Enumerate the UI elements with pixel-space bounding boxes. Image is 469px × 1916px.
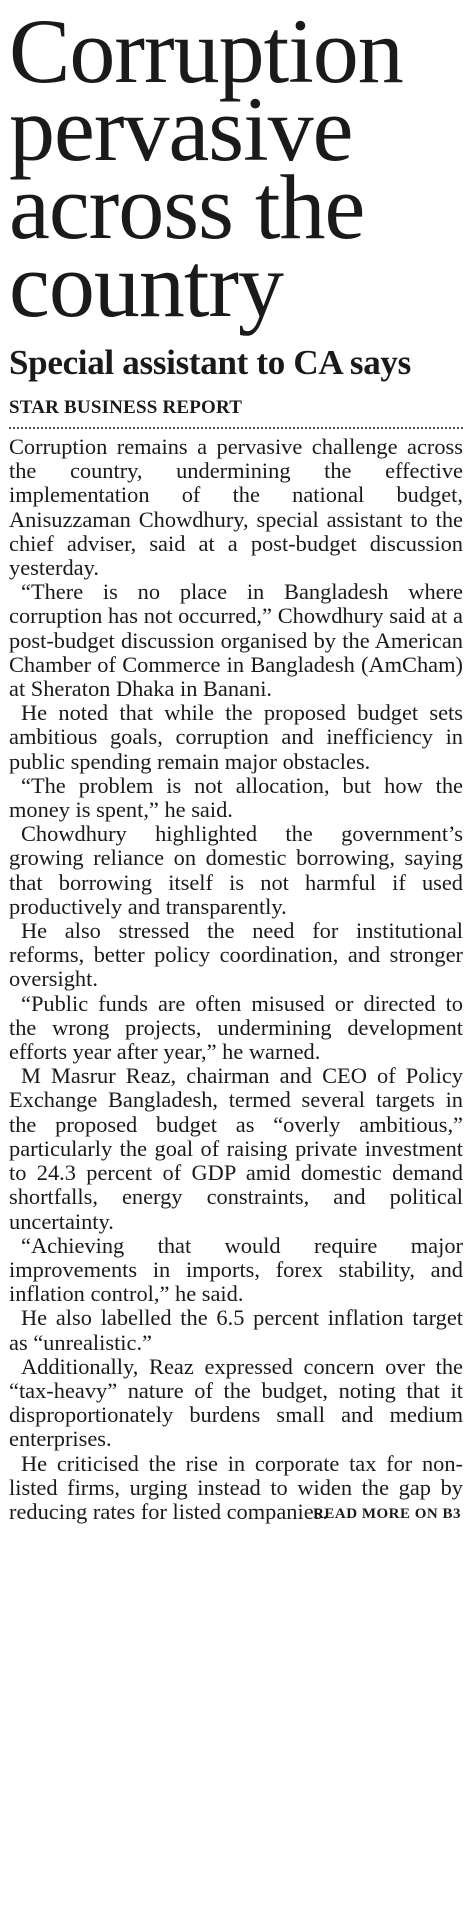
- paragraph: He also stressed the need for institutional reforms, better policy coordination, and stronger oversight.: [9, 918, 463, 992]
- subheadline: Special assistant to CA says: [9, 343, 411, 382]
- paragraph: Corruption remains a pervasive challenge across the country, undermining the effective implementation of the national budget, Anisuzzaman Chowdhury, special assistant to the chief adviser, said at a post-budget discussion yesterday.: [9, 434, 463, 581]
- paragraph: “The problem is not allocation, but how the money is spent,” he said.: [9, 772, 463, 823]
- headline-line: pervasive: [9, 78, 353, 180]
- paragraph: Additionally, Reaz expressed concern over the “tax-heavy” nature of the budget, noting that it disproportionately burdens small and medium enterprises.: [9, 1353, 463, 1452]
- continued-on-link[interactable]: READ MORE ON B3: [313, 1506, 461, 1523]
- headline-line: Corruption: [9, 0, 403, 102]
- paragraph: He noted that while the proposed budget sets ambitious goals, corruption and inefficiency in public spending remain major obstacles.: [9, 700, 463, 774]
- byline: STAR BUSINESS REPORT: [9, 397, 243, 418]
- headline: [9, 0, 463, 336]
- paragraph: “There is no place in Bangladesh where corruption has not occurred,” Chowdhury said at a post-budget discussion organised by the American Chamber of Commerce in Bangladesh (AmCham) at Sheraton Dhaka in Banani.: [9, 579, 463, 702]
- article-body: [9, 435, 463, 1526]
- paragraph: “Achieving that would require major improvements in imports, forex stability, and inflation control,” he said.: [9, 1232, 463, 1307]
- paragraph: “Public funds are often misused or directed to the wrong projects, undermining development efforts year after year,” he warned.: [9, 990, 463, 1065]
- paragraph: M Masrur Reaz, chairman and CEO of Policy Exchange Bangladesh, termed several targets in the proposed budget as “overly ambitious,” particularly the goal of raising private investment to 24.3 percent of GDP amid domestic demand shortfalls, energy constraints, and political uncertainty.: [9, 1063, 463, 1234]
- headline-line: country: [9, 234, 284, 336]
- headline-line: across the: [9, 156, 365, 258]
- paragraph: He also labelled the 6.5 percent inflation target as “unrealistic.”: [9, 1305, 463, 1355]
- byline-divider: [9, 427, 463, 429]
- paragraph: Chowdhury highlighted the government’s growing reliance on domestic borrowing, saying that borrowing itself is not harmful if used productively and transparently.: [9, 821, 463, 919]
- paragraph: He criticised the rise in corporate tax for non-listed firms, urging instead to widen the gap by reducing rates for listed companies.: [9, 1450, 463, 1524]
